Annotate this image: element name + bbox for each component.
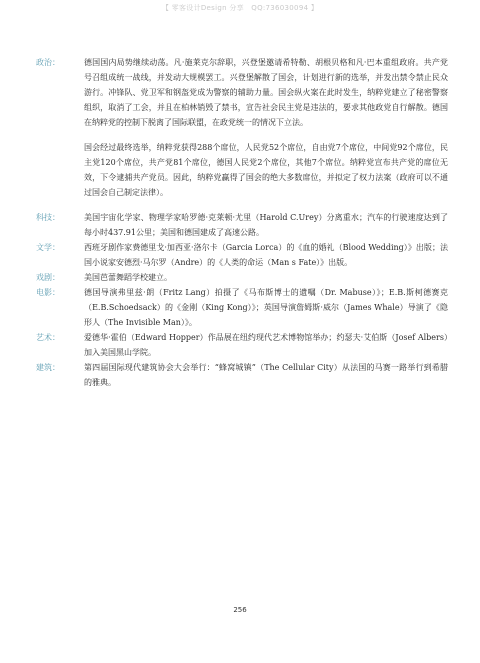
paragraph: 美国宇宙化学家、物理学家哈罗德·克莱顿·尤里（Harold C.Urey）分离重水；汽车的行驶速度达到了每小时437.91公里；美国和德国建成了高速公路。 [84,213,448,237]
paragraph: 第四届国际现代建筑协会大会举行：“蜂窝城镇”（The Cellular City）从法国的马赛一路举行到希腊的雅典。 [84,363,448,387]
paragraph: 德国国内局势继续动荡。凡·施莱克尔辞职，兴登堡邀请希特勒、胡根贝格和凡·巴本重组政府。共产党号召组成统一战线，并发动大规模罢工。兴登堡解散了国会，计划进行新的选举，并发出禁令禁止民众游行。冲锋队、党卫军和钢盔党成为警察的辅助力量。国会纵火案在此时发生，纳粹党建立了秘密警察组织，取消了工会，并且在柏林销毁了禁书，宣告社会民主党是违法的，要求其他政党自行解散。德国在纳粹党的控制下脱离了国际联盟，在政党统一的情况下立法。 [84,58,448,127]
section-politics [36,55,448,200]
section-text [84,240,448,270]
section-text [84,360,448,390]
section-technology [36,210,448,240]
timeline-content [36,55,448,390]
paragraph: 国会经过最终选举，纳粹党获得288个席位，人民党52个席位，自由党7个席位，中间党92个席位，民主党120个席位，共产党81个席位，德国人民党2个席位，其他7个席位。纳粹党宣布共产党的席位无效，下令逮捕共产党员。因此，纳粹党赢得了国会的绝大多数席位，并拟定了权力法案（政府可以不通过国会自己制定法律）。 [84,143,448,197]
section-text [84,210,448,240]
section-label: 建筑： [36,363,60,372]
section-label: 文学： [36,243,60,252]
section-film [36,285,448,330]
section-label: 政治： [36,58,60,67]
section-art [36,330,448,360]
section-label: 艺术： [36,333,60,342]
section-label: 科技： [36,213,60,222]
section-text [84,55,448,200]
section-label: 电影： [36,288,60,297]
header-watermark: 【 零客设计Design 分享 QQ:736030094 】 [161,4,319,12]
paragraph: 西班牙剧作家费德里戈·加西亚·洛尔卡（Garcia Lorca）的《血的婚礼（Blood Wedding）》出版；法国小说家安德烈·马尔罗（Andre）的《人类的命运（Man s Fate）》出版。 [84,243,448,267]
section-text [84,270,448,285]
section-theater [36,270,448,285]
paragraph: 美国芭蕾舞蹈学校建立。 [84,273,172,282]
section-architecture [36,360,448,390]
paragraph: 德国导演弗里兹·朗（Fritz Lang）拍摄了《马布斯博士的遗嘱（Dr. Mabuse）》；E.B.斯柯德赛克（E.B.Schoedsack）的《金刚（King Kong）》；英国导演詹姆斯·威尔（James Whale）导演了《隐形人（The Invisible Man）》。 [84,288,448,327]
page-number: 256 [233,606,247,614]
section-label: 戏剧： [36,273,60,282]
paragraph: 爱德华·霍伯（Edward Hopper）作品展在纽约现代艺术博物馆举办；约瑟夫·艾伯斯（Josef Albers）加入美国黑山学院。 [84,333,448,357]
section-text [84,330,448,360]
section-text [84,285,448,330]
section-literature [36,240,448,270]
